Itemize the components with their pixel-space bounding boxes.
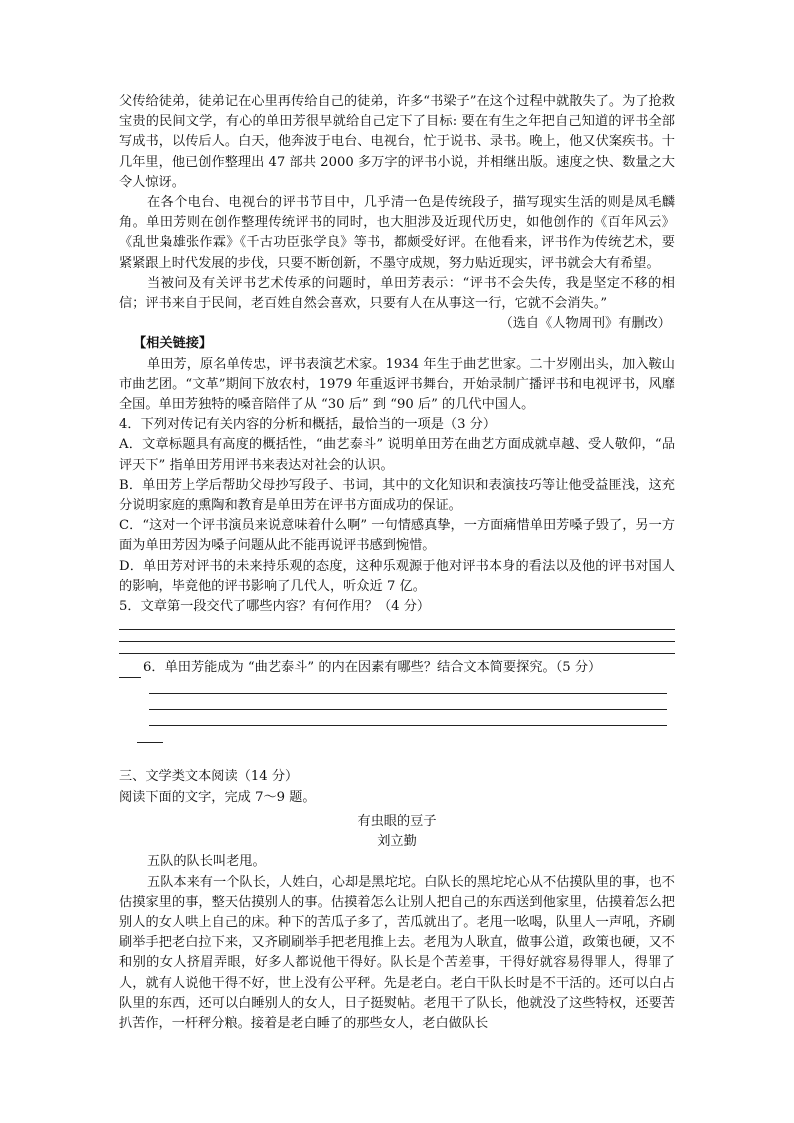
question-4-stem: 4．下列对传记有关内容的分析和概括，最恰当的一项是（3 分） (119, 417, 497, 433)
answer-line[interactable] (149, 709, 667, 710)
answer-line[interactable] (149, 725, 667, 726)
question-6-row (119, 658, 675, 678)
story-author: 刘立勤 (377, 834, 417, 850)
section-heading: 三、文学类文本阅读（14 分） (119, 769, 299, 785)
answer-line[interactable] (119, 629, 675, 630)
source-note: （选自《人物周刊》有删改） (499, 316, 671, 332)
question-5: 5．文章第一段交代了哪些内容？有何作用？（4 分） (119, 599, 431, 615)
related-heading: 【相关链接】 (133, 336, 213, 352)
story-title: 有虫眼的豆子 (357, 813, 437, 829)
option-c: C．“这对一个评书演员来说意味着什么啊” 一句情感真挚，一方面痛惜单田芳嗓子毁了，另一方面为单田芳因为嗓子问题从此不能再说评书感到惋惜。 (119, 518, 675, 554)
paragraph: 当被问及有关评书艺术传承的问题时，单田芳表示：“评书不会失传，我是坚定不移的相信；评书来自于民间，老百姓自然会喜欢，只要有人在从事这一行，它就不会消失。” (119, 275, 675, 312)
story-paragraph: 五队本来有一个队长，人姓白，心却是黑坨坨。白队长的黑坨坨心从不估摸队里的事，也不估摸家里的事，整天估摸别人的事。估摸着怎么让别人把自己的东西送到他家里，估摸着怎么把别人的女人哄上自己的床。种下的苦瓜子多了，苦瓜就出了。老甩一吆喝，队里人一声吼，齐刷刷举手把老白拉下来，又齐刷刷举手把老甩推上去。老甩为人耿直，做事公道，政策也硬，又不和别的女人挤眉弄眼，好多人都说他干得好。队长是个苦差事，干得好就容易得罪人，得罪了人，就有人说他干得不好，世上没有公平秤。先是老白。老白干队长时是不干活的。还可以白占队里的东西，还可以白睡别人的女人，日子挺熨帖。老甩干了队长，他就没了这些特权，还要苦扒苦作，一杆秤分粮。接着是老白睡了的那些女人，老白做队长 (119, 874, 675, 1031)
answer-blank[interactable] (119, 663, 141, 678)
answer-line[interactable] (119, 653, 675, 654)
story-paragraph: 五队的队长叫老甩。 (147, 854, 266, 870)
option-a: A．文章标题具有高度的概括性，“曲艺泰斗” 说明单田芳在曲艺方面成就卓越、受人敬仰，“品评天下” 指单田芳用评书来表达对社会的认识。 (119, 437, 675, 473)
paragraph: 父传给徒弟，徒弟记在心里再传给自己的徒弟，许多“书梁子”在这个过程中就散失了。为了抢救宝贵的民间文学，有心的单田芳很早就给自己定下了目标: 要在有生之年把自己知道的评书全部写成书，以传后人。白天，他奔波于电台、电视台，忙于说书、录书。晚上，他又伏案疾书。十几年里，他已创作整理出 47 部共 2000 多万字的评书小说，并相继出版。速度之快、数量之大令人惊讶。 (119, 94, 675, 190)
option-b: B．单田芳上学后帮助父母抄写段子、书词，其中的文化知识和表演技巧等让他受益匪浅，这充分说明家庭的熏陶和教育是单田芳在评书方面成功的保证。 (119, 477, 675, 514)
paragraph: 在各个电台、电视台的评书节目中，几乎清一色是传统段子，描写现实生活的则是凤毛麟角。单田芳则在创作整理传统评书的同时，也大胆涉及近现代历史，如他创作的《百年风云》《乱世枭雄张作霖》《千古功臣张学良》等书，都颇受好评。在他看来，评书作为传统艺术，要紧紧跟上时代发展的步伐，只要不断创新，不墨守成规，努力贴近现实，评书就会大有希望。 (119, 195, 675, 271)
question-6: 6．单田芳能成为 “曲艺泰斗” 的内在因素有哪些？结合文本简要探究。（5 分） (143, 660, 602, 676)
answer-line[interactable] (119, 641, 675, 642)
section-instruction: 阅读下面的文字，完成 7～9 题。 (119, 789, 316, 805)
answer-line[interactable] (149, 693, 667, 694)
related-text: 单田芳，原名单传忠，评书表演艺术家。1934 年生于曲艺世家。二十岁刚出头，加入鞍山市曲艺团。“文革”期间下放农村，1979 年重返评书舞台，开始录制广播评书和电视评书，风靡全国。单田芳独特的嗓音陪伴了从 “30 后” 到 “90 后” 的几代中国人。 (119, 356, 675, 413)
document-page (119, 92, 675, 1034)
answer-line-short[interactable] (137, 742, 163, 743)
option-d: D．单田芳对评书的未来持乐观的态度，这种乐观源于他对评书本身的看法以及他的评书对国人的影响，毕竟他的评书影响了几代人，听众近 7 亿。 (119, 558, 675, 594)
